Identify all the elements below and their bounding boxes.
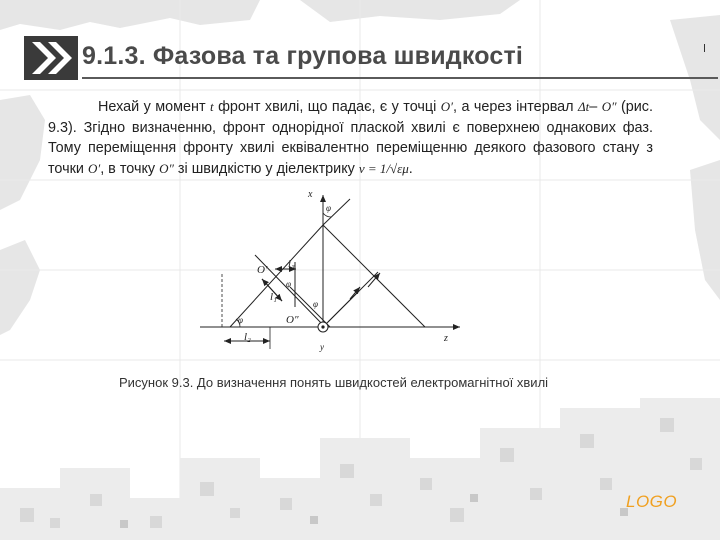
math-symbol: O′ <box>440 99 454 114</box>
text-segment: фронт хвилі, що падає, є у точці <box>218 99 437 115</box>
l3-label: l₃ <box>288 258 295 270</box>
ray-up-2 <box>328 272 378 322</box>
body-paragraph <box>48 97 653 179</box>
bottom-decoration-strip <box>0 398 720 540</box>
phi-label-mid: φ <box>286 279 291 289</box>
double-chevron-icon <box>24 36 78 80</box>
y-label: y <box>320 342 324 352</box>
text-segment: зі швидкістю у діелектрику <box>177 160 355 177</box>
phi-label-axis: φ <box>313 299 318 309</box>
corner-tick <box>704 44 705 52</box>
math-symbol: O″ <box>159 160 174 176</box>
text-segment: – <box>589 99 598 115</box>
figure-caption: Рисунок 9.3. До визначення понять швидкостей електромагнітної хвилі <box>119 375 549 390</box>
formula: v = 1/√εμ <box>358 160 409 176</box>
z-label: z <box>444 333 448 344</box>
math-symbol: Δt <box>578 99 590 114</box>
math-symbol: t <box>210 99 214 114</box>
angle-arc-top <box>323 213 331 217</box>
phi-label-top: φ <box>326 203 331 213</box>
x-label: x <box>308 189 313 200</box>
text-segment: Нехай у момент <box>98 99 206 115</box>
o1-label: O′ <box>257 264 268 276</box>
text-segment: (рис. 9.3). Згідно визначенню, фронт однорідної плаской хвилі є поверхнею однакових фаз. Тому переміщення фронту хвилі еквівалентно переміщенню деякого фазового стану з точки <box>48 99 653 177</box>
phi-label-bottom: φ <box>238 315 243 325</box>
title-underline <box>82 77 718 79</box>
l1-label: l₁ <box>270 291 277 303</box>
text-segment: . <box>408 160 413 177</box>
wave-front-diagram <box>200 187 480 362</box>
text-segment: , а через інтервал <box>453 99 574 115</box>
incident-front-left <box>230 225 323 327</box>
math-symbol: O″ <box>601 99 617 114</box>
math-symbol: O′ <box>87 160 101 176</box>
o2-label: O″ <box>286 314 299 326</box>
slide-title: 9.1.3. Фазова та групова швидкості <box>82 42 524 70</box>
ray-arrow-1 <box>350 287 360 299</box>
origin-dot <box>321 325 324 328</box>
text-segment: , в точку <box>100 160 156 177</box>
l2-label: l₂ <box>244 331 251 343</box>
logo-text: LOGO <box>626 492 678 511</box>
